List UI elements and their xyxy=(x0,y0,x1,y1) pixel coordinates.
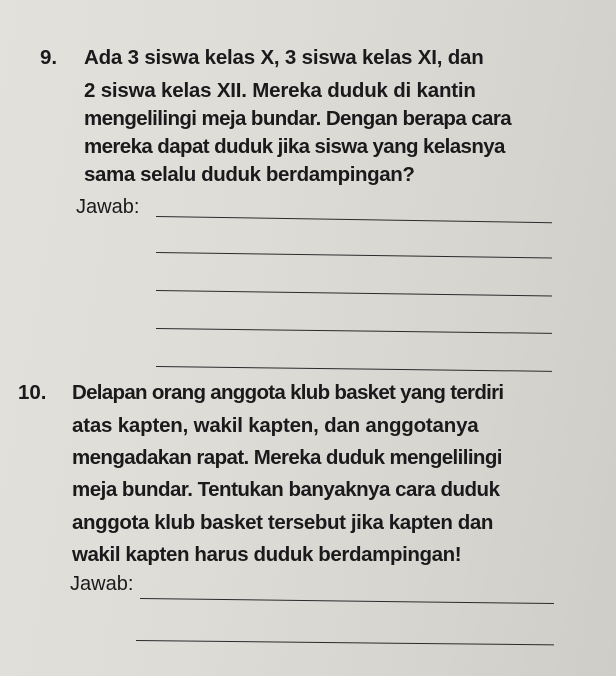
question-text-line: meja bundar. Tentukan banyaknya cara duduk xyxy=(72,478,500,501)
question-text-line: 2 siswa kelas XII. Mereka duduk di kantin xyxy=(84,79,476,102)
question-text-line: sama selalu duduk berdampingan? xyxy=(84,163,415,186)
answer-line[interactable] xyxy=(140,598,554,604)
question-text-line: mengelilingi meja bundar. Dengan berapa cara xyxy=(84,107,512,130)
answer-line[interactable] xyxy=(156,216,552,223)
question-text-line: anggota klub basket tersebut jika kapten dan xyxy=(72,511,493,534)
answer-line[interactable] xyxy=(156,366,552,372)
question-text-line: mereka dapat duduk jika siswa yang kelasnya xyxy=(84,135,505,158)
answer-label: Jawab: xyxy=(70,573,134,595)
question-text-line: mengadakan rapat. Mereka duduk mengelilingi xyxy=(72,446,502,469)
answer-line[interactable] xyxy=(156,252,552,259)
question-text-line: Ada 3 siswa kelas X, 3 siswa kelas XI, dan xyxy=(84,46,484,69)
answer-label: Jawab: xyxy=(76,196,140,218)
question-text-line: wakil kapten harus duduk berdampingan! xyxy=(72,543,462,566)
question-text-line: Delapan orang anggota klub basket yang terdiri xyxy=(72,381,504,404)
answer-line[interactable] xyxy=(156,328,552,334)
answer-line[interactable] xyxy=(136,640,554,645)
question-number: 9. xyxy=(40,46,58,69)
question-number: 10. xyxy=(18,381,47,404)
question-text-line: atas kapten, wakil kapten, dan anggotanya xyxy=(72,414,479,437)
answer-line[interactable] xyxy=(156,290,552,297)
